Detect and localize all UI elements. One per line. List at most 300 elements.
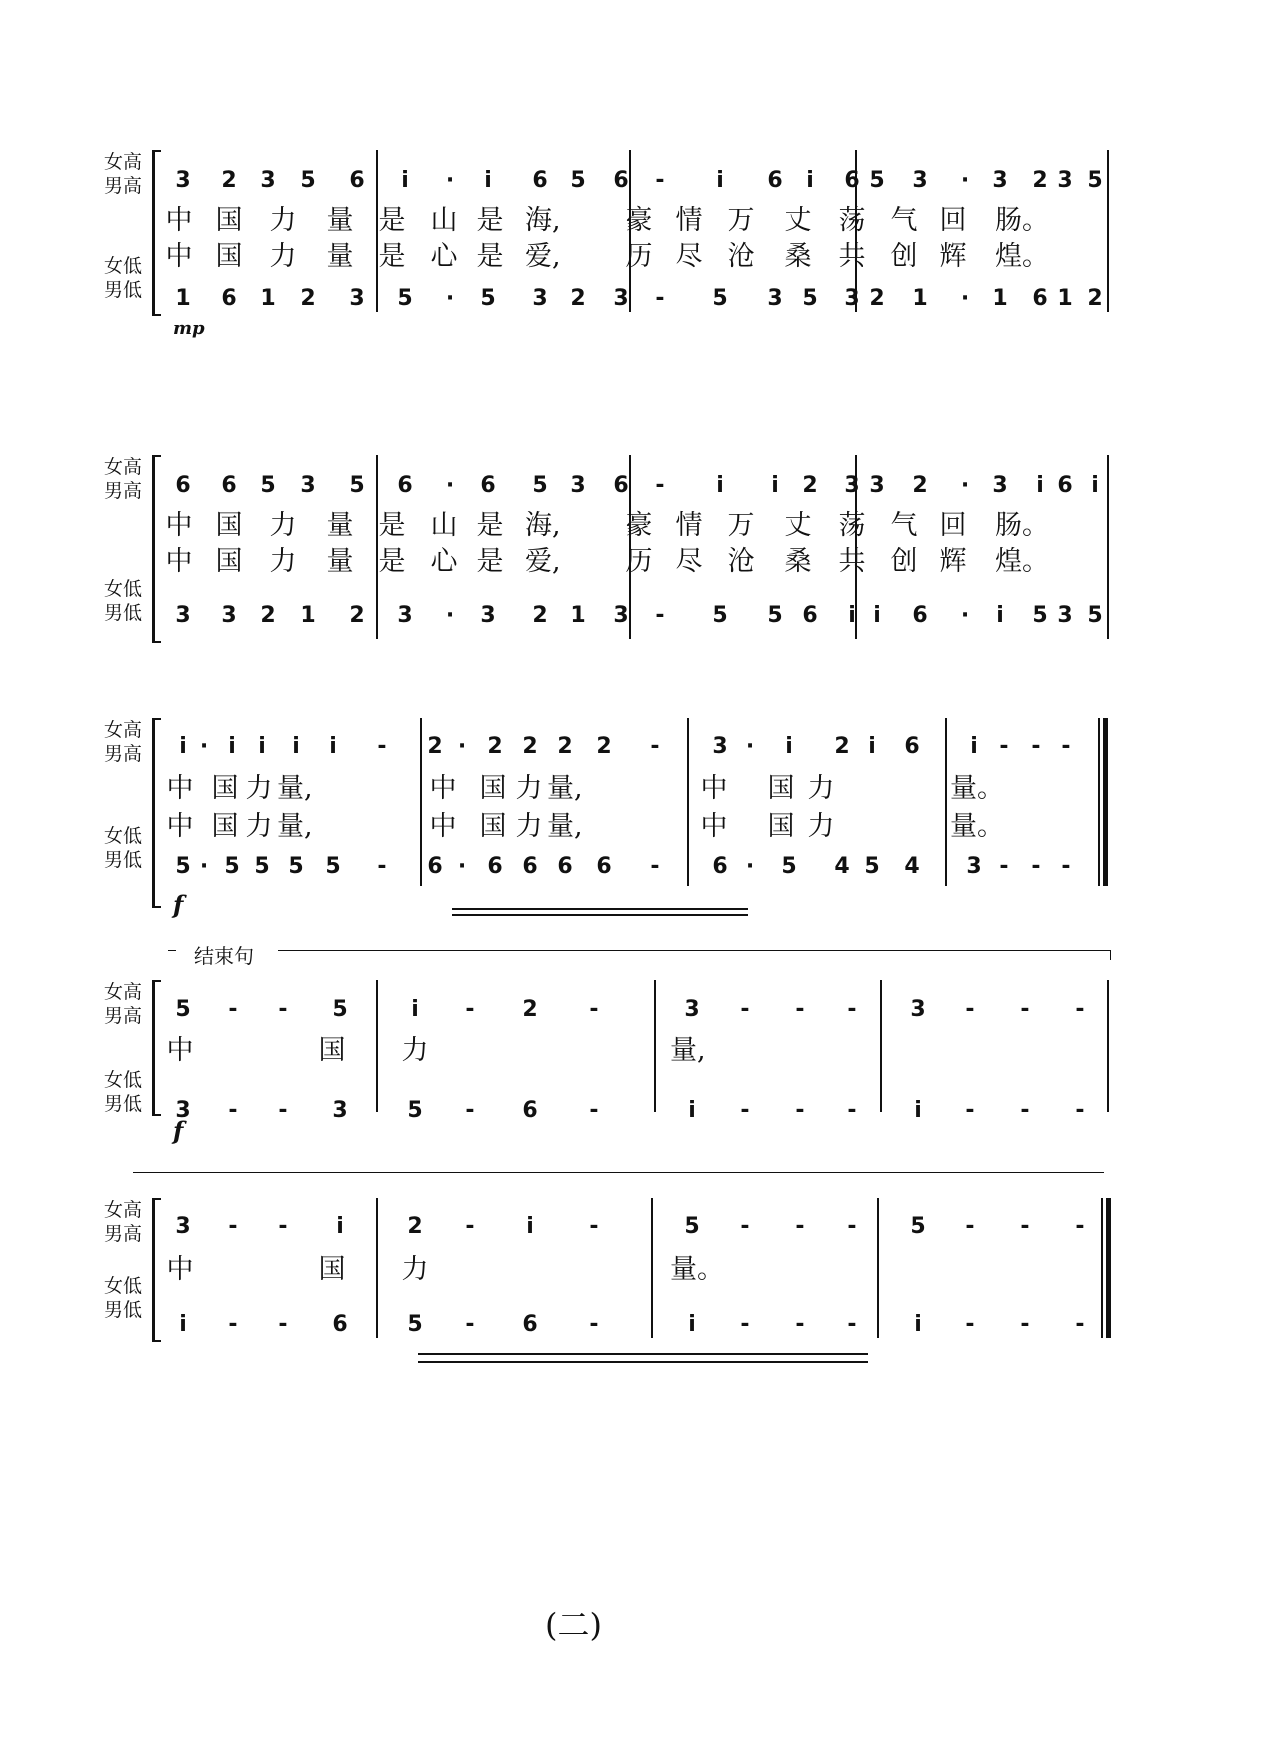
upper-note: · [445, 168, 455, 193]
lyric-line-1: 是 [378, 510, 406, 541]
upper-note: - [655, 473, 665, 498]
upper-note: 2 [834, 734, 850, 759]
lower-note: 2 [532, 603, 548, 628]
lyric-line-1: 量, [277, 773, 313, 804]
lyric-line-1: 情 [675, 205, 703, 236]
lyric-line-2: 量 [326, 546, 354, 577]
lower-note: - [278, 1312, 288, 1337]
ending-bracket-line [278, 950, 1110, 951]
lyric-line-1: 力 [269, 510, 297, 541]
lower-note: - [847, 1312, 857, 1337]
lyric-line-2: 中 [429, 811, 457, 842]
lyric-line-1: 豪 [625, 510, 653, 541]
lyric-line-2: 煌。 [995, 546, 1049, 577]
lower-note: - [228, 1312, 238, 1337]
lyric-line-2: 辉 [939, 546, 967, 577]
lyric-line-2: 尽 [675, 241, 703, 272]
upper-note: · [745, 734, 755, 759]
lyric-line-2: 创 [890, 546, 918, 577]
lyric-line-2: 中 [165, 546, 193, 577]
lower-note: 3 [175, 603, 191, 628]
lyric-line-2: 力 [245, 811, 273, 842]
lyric-line-2: 煌。 [995, 241, 1049, 272]
end-repeat-thick [1103, 718, 1108, 886]
lyric-line-1: 中 [166, 773, 194, 804]
lower-note: - [740, 1312, 750, 1337]
end-bar-thick [1106, 1198, 1111, 1338]
lower-note: · [199, 854, 209, 879]
upper-part-label: 女高 男高 [104, 981, 143, 1027]
lyric-line-2: 沧 [727, 241, 755, 272]
upper-note: - [228, 997, 238, 1022]
upper-note: - [1020, 1214, 1030, 1239]
upper-note: 5 [684, 1214, 700, 1239]
lyric-line-1: 豪 [625, 205, 653, 236]
lyric-line-1: 力 [245, 773, 273, 804]
lyric-line-2: 国 [767, 811, 795, 842]
lower-note: 2 [300, 286, 316, 311]
upper-note: · [445, 473, 455, 498]
upper-note: 5 [570, 168, 586, 193]
ending-bracket-line [168, 950, 176, 951]
lower-note: 3 [966, 854, 982, 879]
lower-note: i [914, 1312, 922, 1337]
lower-note: 5 [224, 854, 240, 879]
lyric-line: 力 [401, 1254, 429, 1285]
lyric-line-2: 国 [479, 811, 507, 842]
lyric-line-1: 量 [326, 205, 354, 236]
upper-note: i [1091, 473, 1099, 498]
upper-note: - [465, 1214, 475, 1239]
lower-note: i [688, 1312, 696, 1337]
barline [1107, 980, 1109, 1112]
upper-note: 3 [912, 168, 928, 193]
lower-note: - [1075, 1312, 1085, 1337]
upper-note: i [868, 734, 876, 759]
lower-note: 5 [712, 286, 728, 311]
lower-note: 6 [522, 1312, 538, 1337]
lower-note: - [1020, 1312, 1030, 1337]
lower-note: 3 [349, 286, 365, 311]
lower-note: · [457, 854, 467, 879]
lower-note: 5 [407, 1098, 423, 1123]
upper-note: - [1031, 734, 1041, 759]
barline [877, 1198, 879, 1338]
lyric-line-1: 肠。 [995, 510, 1049, 541]
lower-note: - [1061, 854, 1071, 879]
lower-note: · [745, 854, 755, 879]
upper-note: 6 [397, 473, 413, 498]
lower-note: 1 [1057, 286, 1073, 311]
lyric-line-2: 爱, [525, 241, 561, 272]
upper-note: - [278, 997, 288, 1022]
lower-note: 5 [1032, 603, 1048, 628]
upper-note: · [960, 473, 970, 498]
system-brace [152, 1198, 161, 1342]
lyric-line-2: 量 [326, 241, 354, 272]
lower-note: 5 [781, 854, 797, 879]
lyric-line-1: 山 [430, 205, 458, 236]
upper-note: 2 [912, 473, 928, 498]
lyric-line-1: 是 [378, 205, 406, 236]
upper-note: 3 [175, 168, 191, 193]
upper-note: 3 [1057, 168, 1073, 193]
lower-note: - [847, 1098, 857, 1123]
lower-note: 5 [1087, 603, 1103, 628]
lower-note: - [1020, 1098, 1030, 1123]
lower-note: i [873, 603, 881, 628]
upper-note: - [1075, 997, 1085, 1022]
dynamic-mark: f [173, 1116, 184, 1145]
lyric-line-2: 力 [269, 241, 297, 272]
lyric-line-1: 中 [700, 773, 728, 804]
lower-note: 3 [532, 286, 548, 311]
lower-note: 6 [332, 1312, 348, 1337]
decrescendo-line [418, 1361, 868, 1363]
upper-note: 2 [487, 734, 503, 759]
upper-note: i [292, 734, 300, 759]
lower-note: - [650, 854, 660, 879]
lyric-line-1: 力 [269, 205, 297, 236]
lower-part-label: 女低 男低 [104, 578, 143, 624]
lyric-line-2: 是 [476, 546, 504, 577]
upper-note: 2 [802, 473, 818, 498]
lyric-line-1: 肠。 [995, 205, 1049, 236]
lyric-line-2: 量, [277, 811, 313, 842]
lyric-line-1: 海, [525, 510, 561, 541]
lower-note: 6 [596, 854, 612, 879]
lyric-line: 中 [166, 1035, 194, 1066]
upper-note: 3 [712, 734, 728, 759]
lyric-line: 力 [401, 1035, 429, 1066]
lower-note: 2 [1087, 286, 1103, 311]
lyric-line-1: 山 [430, 510, 458, 541]
upper-note: i [336, 1214, 344, 1239]
lyric-line-1: 丈 [784, 510, 812, 541]
decrescendo-line [452, 914, 748, 916]
dynamic-mark: f [173, 890, 184, 919]
upper-note: 3 [684, 997, 700, 1022]
decrescendo-line [418, 1353, 868, 1355]
upper-note: 5 [300, 168, 316, 193]
lower-note: 1 [300, 603, 316, 628]
system-brace [152, 150, 161, 316]
lower-note: - [589, 1312, 599, 1337]
lyric-line-2: 国 [211, 811, 239, 842]
lyric-line-2: 是 [378, 546, 406, 577]
lower-note: 6 [522, 1098, 538, 1123]
lower-note: 5 [802, 286, 818, 311]
lyric-line: 量, [670, 1035, 706, 1066]
upper-note: 6 [613, 168, 629, 193]
upper-note: i [484, 168, 492, 193]
lyric-line-1: 丈 [784, 205, 812, 236]
lower-note: 3 [175, 1098, 191, 1123]
upper-note: - [999, 734, 1009, 759]
lower-note: 3 [613, 286, 629, 311]
lyric-line-1: 气 [890, 510, 918, 541]
lyric-line-1: 海, [525, 205, 561, 236]
upper-note: 3 [300, 473, 316, 498]
system-brace [152, 718, 161, 908]
upper-note: 3 [992, 473, 1008, 498]
lyric-line-2: 心 [430, 546, 458, 577]
lower-note: - [1031, 854, 1041, 879]
lyric-line-2: 沧 [727, 546, 755, 577]
lower-note: 6 [221, 286, 237, 311]
barline [880, 980, 882, 1112]
lyric-line-1: 量 [326, 510, 354, 541]
barline [376, 980, 378, 1112]
lyric-line-2: 量, [547, 811, 583, 842]
lower-part-label: 女低 男低 [104, 1069, 143, 1115]
lower-part-label: 女低 男低 [104, 1275, 143, 1321]
system-brace [152, 455, 161, 643]
lower-note: 3 [397, 603, 413, 628]
barline [654, 980, 656, 1112]
lyric-line-2: 桑 [784, 241, 812, 272]
lower-note: 2 [349, 603, 365, 628]
upper-note: 2 [522, 997, 538, 1022]
lower-note: 6 [522, 854, 538, 879]
upper-note: - [589, 1214, 599, 1239]
upper-note: - [740, 997, 750, 1022]
ending-bracket-end [1110, 950, 1111, 960]
lower-note: - [655, 603, 665, 628]
lyric-line-1: 情 [675, 510, 703, 541]
upper-note: i [526, 1214, 534, 1239]
lower-note: 2 [869, 286, 885, 311]
lower-note: 5 [480, 286, 496, 311]
ending-label: 结束句 [194, 944, 254, 968]
lower-note: 5 [325, 854, 341, 879]
upper-note: 6 [613, 473, 629, 498]
lyric-line-1: 国 [215, 510, 243, 541]
upper-note: i [401, 168, 409, 193]
lyric-line-1: 荡 [838, 205, 866, 236]
upper-note: - [655, 168, 665, 193]
upper-note: 2 [522, 734, 538, 759]
upper-note: 5 [910, 1214, 926, 1239]
lyric-line-2: 尽 [675, 546, 703, 577]
lyric-line-1: 国 [215, 205, 243, 236]
lower-note: - [999, 854, 1009, 879]
lyric-line-2: 国 [215, 546, 243, 577]
upper-note: - [965, 997, 975, 1022]
upper-note: 2 [407, 1214, 423, 1239]
upper-note: 2 [427, 734, 443, 759]
upper-note: - [965, 1214, 975, 1239]
lyric-line-1: 中 [165, 510, 193, 541]
lower-note: 1 [260, 286, 276, 311]
upper-note: 3 [260, 168, 276, 193]
lyric-line-2: 力 [269, 546, 297, 577]
lyric-line: 量。 [670, 1254, 724, 1285]
upper-note: 2 [596, 734, 612, 759]
lyric-line-2: 创 [890, 241, 918, 272]
lower-note: i [848, 603, 856, 628]
upper-note: - [1061, 734, 1071, 759]
lyric-line-2: 力 [807, 811, 835, 842]
lower-note: - [965, 1098, 975, 1123]
upper-note: 3 [844, 473, 860, 498]
lyric-line-2: 历 [625, 241, 653, 272]
lyric-line-1: 中 [429, 773, 457, 804]
lower-note: 3 [332, 1098, 348, 1123]
lyric-line-1: 力 [807, 773, 835, 804]
lower-note: 6 [712, 854, 728, 879]
upper-note: i [228, 734, 236, 759]
lyric-line-2: 历 [625, 546, 653, 577]
upper-note: i [716, 473, 724, 498]
lower-note: - [465, 1312, 475, 1337]
lyric-line-2: 力 [515, 811, 543, 842]
upper-note: 2 [557, 734, 573, 759]
lyric-line: 国 [318, 1254, 346, 1285]
lower-note: - [278, 1098, 288, 1123]
upper-note: - [1075, 1214, 1085, 1239]
lower-note: - [740, 1098, 750, 1123]
lower-note: 5 [712, 603, 728, 628]
upper-note: - [228, 1214, 238, 1239]
lower-note: 3 [221, 603, 237, 628]
upper-note: 6 [532, 168, 548, 193]
upper-note: 3 [869, 473, 885, 498]
upper-note: 2 [221, 168, 237, 193]
lower-note: 6 [802, 603, 818, 628]
lower-note: 6 [427, 854, 443, 879]
lower-note: 1 [912, 286, 928, 311]
lyric-line-2: 辉 [939, 241, 967, 272]
lower-note: 6 [1032, 286, 1048, 311]
dynamic-mark: mp [173, 318, 205, 339]
end-repeat-thin [1098, 718, 1100, 886]
upper-part-label: 女高 男高 [104, 1199, 143, 1245]
lyric-line-2: 心 [430, 241, 458, 272]
upper-note: i [806, 168, 814, 193]
upper-note: - [740, 1214, 750, 1239]
barline [687, 718, 689, 886]
lyric-line-1: 国 [211, 773, 239, 804]
upper-note: - [465, 997, 475, 1022]
upper-note: 2 [1032, 168, 1048, 193]
lyric-line-2: 共 [838, 241, 866, 272]
lower-note: 5 [288, 854, 304, 879]
lyric-line-2: 中 [165, 241, 193, 272]
lower-note: 5 [397, 286, 413, 311]
lyric-line-2: 量。 [950, 811, 1004, 842]
upper-note: i [329, 734, 337, 759]
lower-note: 4 [834, 854, 850, 879]
end-bar-thin [1101, 1198, 1103, 1338]
lyric-line: 国 [318, 1035, 346, 1066]
decrescendo-line [452, 908, 748, 910]
lyric-line-1: 荡 [838, 510, 866, 541]
lower-note: - [465, 1098, 475, 1123]
upper-note: - [650, 734, 660, 759]
lyric-line-2: 是 [476, 241, 504, 272]
lyric-line-2: 中 [166, 811, 194, 842]
upper-note: 3 [992, 168, 1008, 193]
lower-note: 5 [254, 854, 270, 879]
upper-note: i [771, 473, 779, 498]
lower-note: - [965, 1312, 975, 1337]
lower-note: i [914, 1098, 922, 1123]
lower-note: 6 [557, 854, 573, 879]
lyric-line-2: 爱, [525, 546, 561, 577]
page-number: (二) [545, 1606, 602, 1644]
lower-note: 4 [904, 854, 920, 879]
lyric-line-1: 万 [727, 510, 755, 541]
upper-note: 6 [480, 473, 496, 498]
lower-note: - [589, 1098, 599, 1123]
upper-part-label: 女高 男高 [104, 151, 143, 197]
lyric-line-1: 万 [727, 205, 755, 236]
lower-note: 6 [487, 854, 503, 879]
upper-note: - [589, 997, 599, 1022]
lyric-line-1: 国 [767, 773, 795, 804]
lower-note: · [445, 603, 455, 628]
lower-note: - [1075, 1098, 1085, 1123]
upper-note: i [716, 168, 724, 193]
lyric-line-1: 量, [547, 773, 583, 804]
upper-note: - [795, 1214, 805, 1239]
upper-note: 3 [570, 473, 586, 498]
barline [376, 1198, 378, 1338]
upper-note: 5 [175, 997, 191, 1022]
upper-note: - [377, 734, 387, 759]
lower-note: i [688, 1098, 696, 1123]
upper-note: 5 [869, 168, 885, 193]
lyric-line-2: 国 [215, 241, 243, 272]
lower-note: 2 [570, 286, 586, 311]
lyric-line-2: 中 [700, 811, 728, 842]
lower-part-label: 女低 男低 [104, 255, 143, 301]
lower-note: · [960, 603, 970, 628]
lower-note: 5 [767, 603, 783, 628]
lyric-line-1: 中 [165, 205, 193, 236]
lower-note: 3 [613, 603, 629, 628]
lower-note: 2 [260, 603, 276, 628]
upper-note: 6 [221, 473, 237, 498]
lower-note: - [377, 854, 387, 879]
lower-note: 3 [767, 286, 783, 311]
upper-note: - [795, 997, 805, 1022]
lyric-line-1: 国 [479, 773, 507, 804]
upper-note: 5 [532, 473, 548, 498]
separator-line [133, 1172, 1104, 1173]
upper-note: i [258, 734, 266, 759]
ending-header [168, 940, 1113, 970]
lyric-line-2: 是 [378, 241, 406, 272]
upper-note: i [785, 734, 793, 759]
lower-note: - [795, 1312, 805, 1337]
upper-note: - [847, 997, 857, 1022]
lower-note: i [996, 603, 1004, 628]
lyric-line: 中 [166, 1254, 194, 1285]
upper-note: 5 [1087, 168, 1103, 193]
upper-note: 5 [332, 997, 348, 1022]
lower-note: 3 [1057, 603, 1073, 628]
upper-note: - [278, 1214, 288, 1239]
lower-note: 3 [844, 286, 860, 311]
lyric-line-1: 量。 [950, 773, 1004, 804]
upper-note: i [411, 997, 419, 1022]
upper-part-label: 女高 男高 [104, 719, 143, 765]
upper-note: i [179, 734, 187, 759]
upper-note: · [199, 734, 209, 759]
lower-note: · [960, 286, 970, 311]
